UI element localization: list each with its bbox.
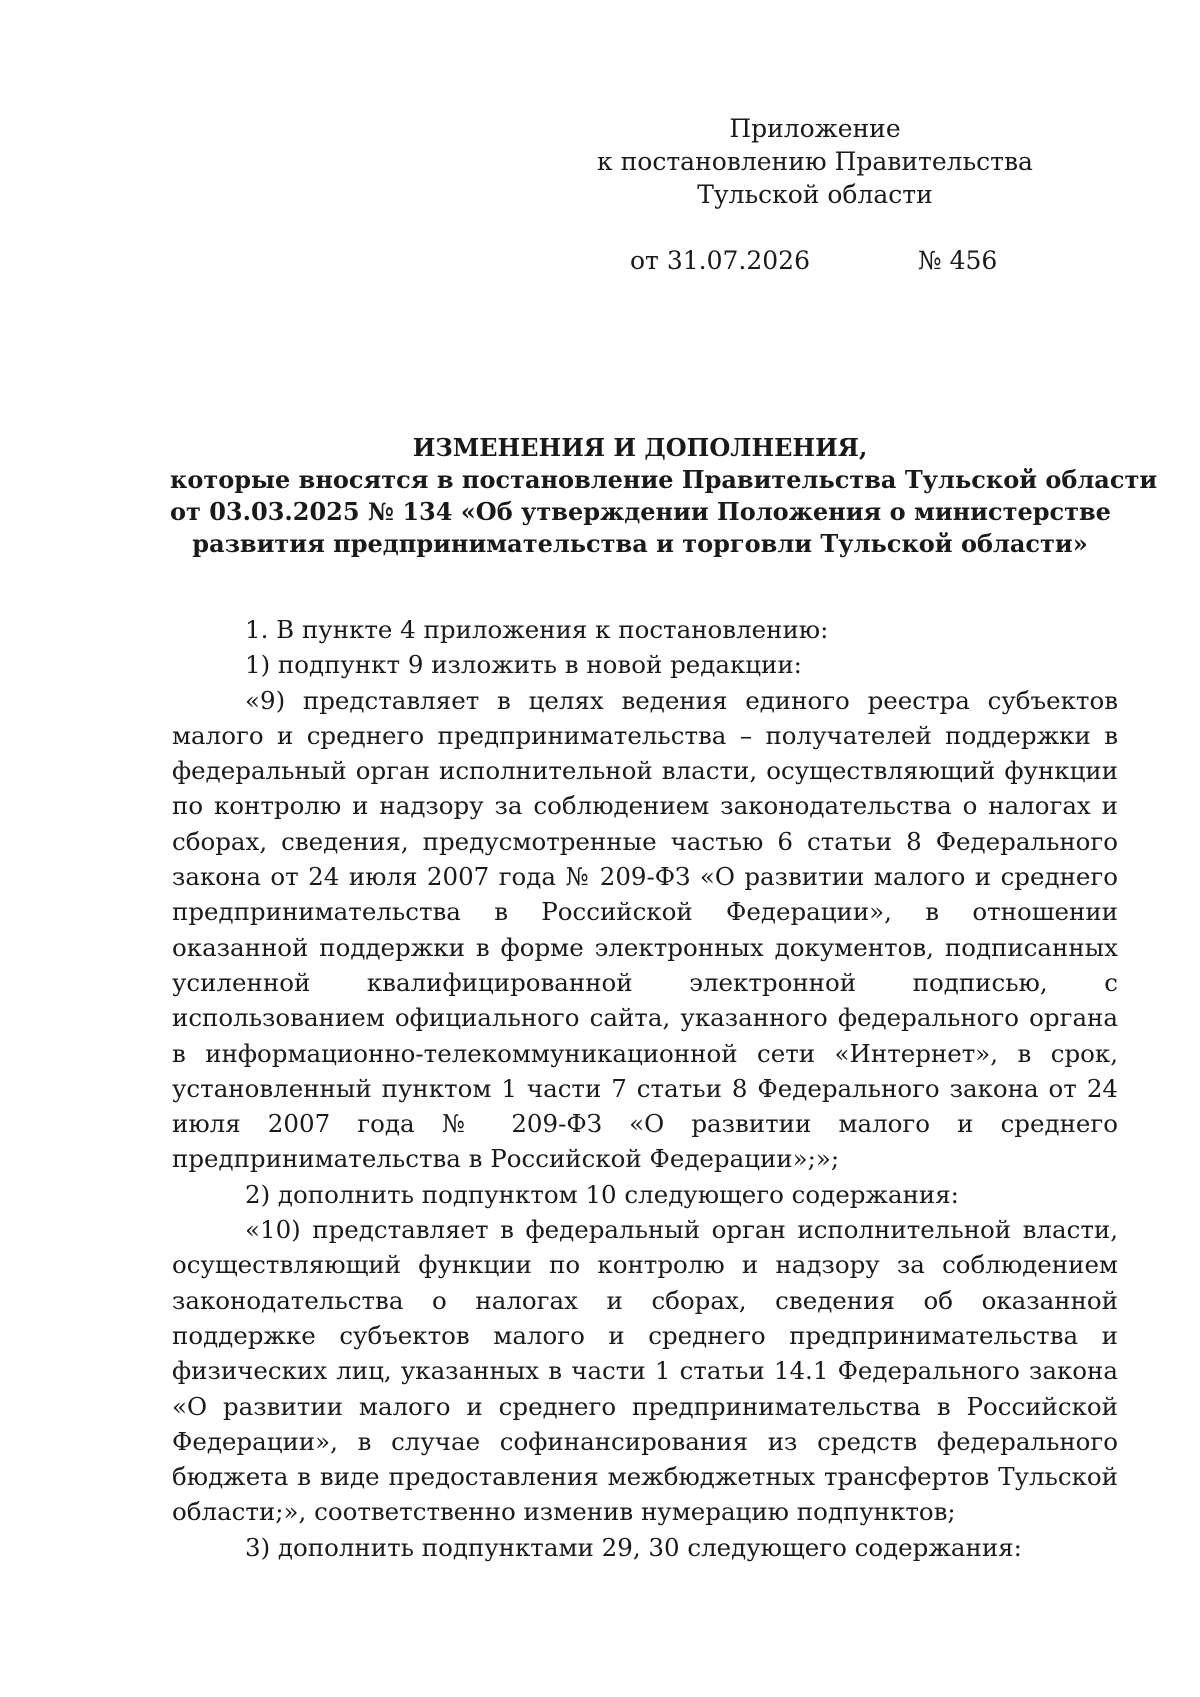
resolution-date: от 31.07.2026 (630, 246, 810, 275)
title-line-3: от 03.03.2025 № 134 «Об утверждении Положения о министерстве (170, 497, 1111, 526)
appendix-line-2: к постановлению Правительства (597, 147, 1033, 176)
document-title (170, 432, 1158, 560)
appendix-header (595, 112, 1035, 211)
paragraph-5: «10) представляет в федеральный орган исполнительной власти, осуществляющий функции по контролю и надзору за соблюдением законодательства о налогах и сборах, сведения об оказанной поддержке субъектов малого и среднего предпринимательства и физических лиц, указанных в части 1 статьи 14.1 Федерального закона «О развитии малого и среднего предпринимательства в Российской Федерации», в случае софинансирования из средств федерального бюджета в виде предоставления межбюджетных трансфертов Тульской области;», соответственно изменив нумерацию подпунктов; (172, 1215, 1118, 1527)
title-line-1: ИЗМЕНЕНИЯ И ДОПОЛНЕНИЯ, (412, 433, 868, 462)
paragraph-1: 1. В пункте 4 приложения к постановлению: (245, 615, 829, 644)
paragraph-3: «9) представляет в целях ведения единого реестра субъектов малого и среднего предпринимательства – получателей поддержки в федеральный орган исполнительной власти, осуществляющий функции по контролю и надзору за соблюдением законодательства о налогах и сборах, сведения, предусмотренные частью 6 статьи 8 Федерального закона от 24 июля 2007 года № 209-ФЗ «О развитии малого и среднего предпринимательства в Российской Федерации», в отношении оказанной поддержки в форме электронных документов, подписанных усиленной квалифицированной электронной подписью, с использованием официального сайта, указанного федерального органа в информационно-телекоммуникационной сети «Интернет», в срок, установленный пунктом 1 части 7 статьи 8 Федерального закона от 24 июля 2007 года № 209-ФЗ «О развитии малого и среднего предпринимательства в Российской Федерации»;»; (172, 685, 1118, 1174)
title-line-2: которые вносятся в постановление Правительства Тульской области (170, 465, 1158, 494)
paragraph-2: 1) подпункт 9 изложить в новой редакции: (245, 650, 802, 680)
appendix-line-1: Приложение (729, 114, 901, 143)
paragraph-6: 3) дополнить подпунктами 29, 30 следующего содержания: (245, 1532, 1022, 1562)
document-body (172, 612, 1118, 1565)
title-line-4: развития предпринимательства и торговли Тульской области» (192, 529, 1088, 558)
paragraph-4: 2) дополнить подпунктом 10 следующего содержания: (245, 1179, 959, 1209)
resolution-number: № 456 (918, 246, 998, 275)
appendix-line-3: Тульской области (697, 180, 933, 209)
